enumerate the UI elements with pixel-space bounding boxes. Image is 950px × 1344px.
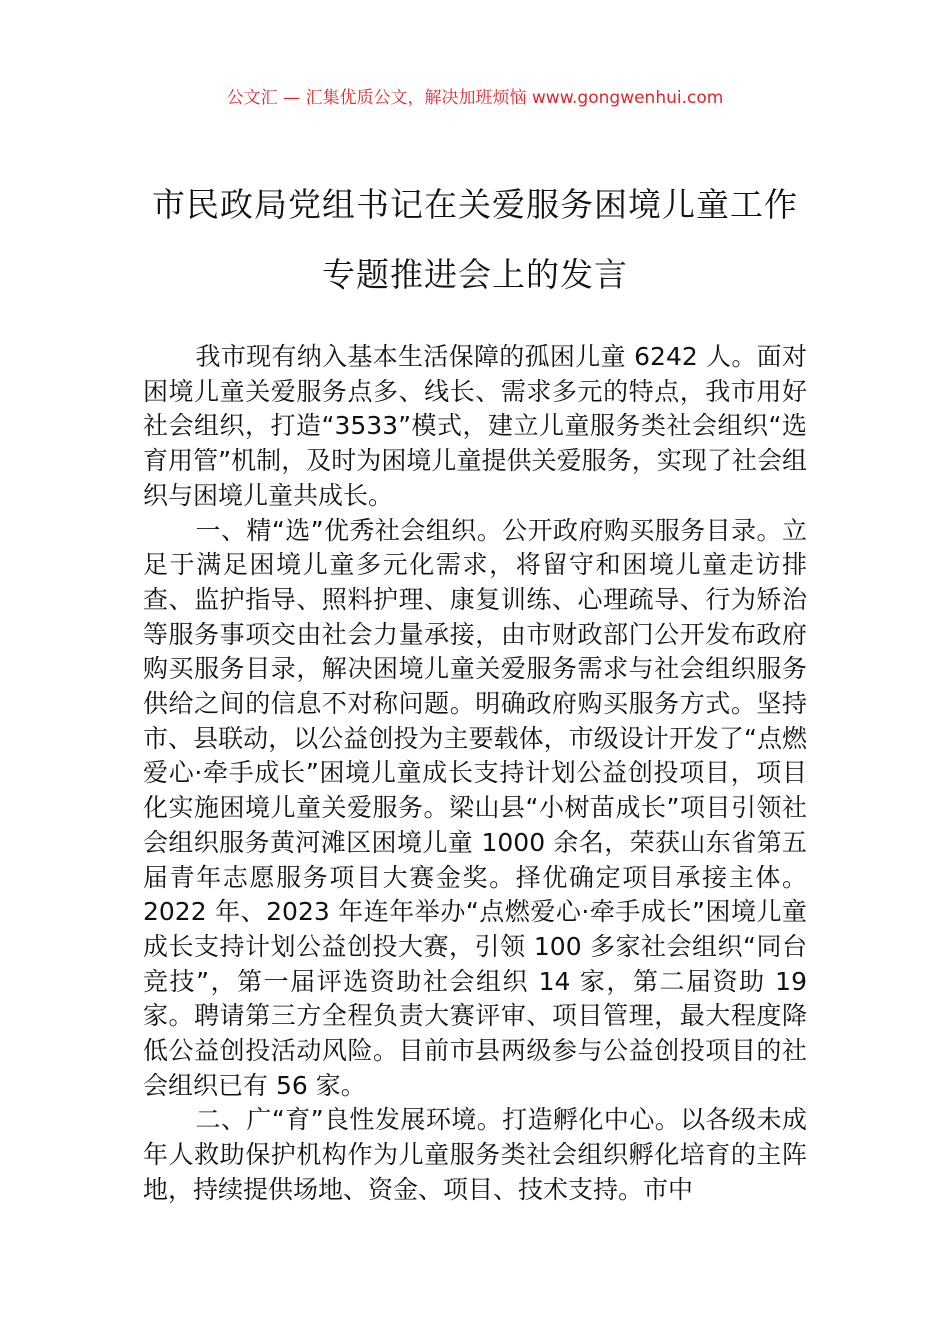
page-header-banner: 公文汇 — 汇集优质公文，解决加班烦恼 www.gongwenhui.com: [226, 88, 724, 108]
paragraph-intro: 我市现有纳入基本生活保障的孤困儿童 6242 人。面对困境儿童关爱服务点多、线长、需求多元的特点，我市用好社会组织，打造“3533”模式，建立儿童服务类社会组织“选育用管”机制，及时为困境儿童提供关爱服务，实现了社会组织与困境儿童共成长。: [143, 342, 807, 510]
document-title: 市民政局党组书记在关爱服务困境儿童工作专题推进会上的发言: [152, 185, 798, 294]
paragraph-section-1: 一、精“选”优秀社会组织。公开政府购买服务目录。立足于满足困境儿童多元化需求，将留守和困境儿童走访排查、监护指导、照料护理、康复训练、心理疏导、行为矫治等服务事项交由社会力量承接，由市财政部门公开发布政府购买服务目录，解决困境儿童关爱服务需求与社会组织服务供给之间的信息不对称问题。明确政府购买服务方式。坚持市、县联动，以公益创投为主要载体，市级设计开发了“点燃爱心·牵手成长”困境儿童成长支持计划公益创投项目，项目化实施困境儿童关爱服务。梁山县“小树苗成长”项目引领社会组织服务黄河滩区困境儿童 1000 余名，荣获山东省第五届青年志愿服务项目大赛金奖。择优确定项目承接主体。2022 年、2023 年连年举办“点燃爱心·牵手成长”困境儿童成长支持计划公益创投大赛，引领 100 多家社会组织“同台竞技”，第一届评选资助社会组织 14 家，第二届资助 19 家。聘请第三方全程负责大赛评审、项目管理，最大程度降低公益创投活动风险。目前市县两级参与公益创投项目的社会组织已有 56 家。: [143, 515, 807, 1100]
paragraph-section-2: 二、广“育”良性发展环境。打造孵化中心。以各级未成年人救助保护机构作为儿童服务类社会组织孵化培育的主阵地，持续提供场地、资金、项目、技术支持。市中: [143, 1105, 807, 1204]
document-body: [143, 340, 807, 1208]
